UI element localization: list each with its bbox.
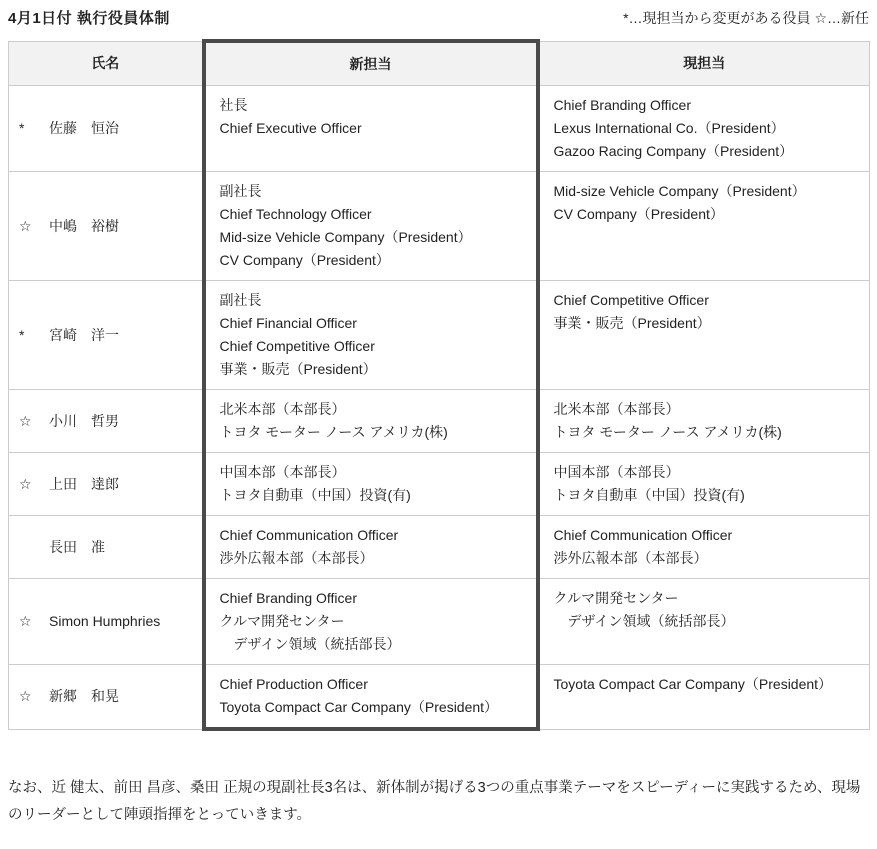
name-cell bbox=[9, 516, 204, 579]
assignment-line: Chief Production Officer bbox=[219, 676, 368, 692]
footnote: なお、近 健太、前田 昌彦、桑田 正規の現副社長3名は、新体制が掲げる3つの重点事業テーマをスピーディーに実践するため、現場のリーダーとして陣頭指揮をとっていきます。 bbox=[8, 780, 861, 823]
officer-name: 長田 准 bbox=[49, 538, 105, 555]
assignment-line: Chief Communication Officer bbox=[219, 527, 399, 543]
table-row bbox=[9, 281, 870, 390]
header-name: 氏名 bbox=[9, 41, 204, 86]
assignment-line: クルマ開発センター bbox=[219, 613, 345, 629]
new-assignment-cell bbox=[204, 579, 538, 665]
assignment-line: デザイン領域（統括部長） bbox=[219, 636, 401, 652]
row-mark: ☆ bbox=[19, 412, 32, 429]
officer-name: 佐藤 恒治 bbox=[49, 120, 119, 136]
officer-name: 宮崎 洋一 bbox=[49, 326, 119, 343]
new-assignment-cell bbox=[204, 453, 538, 516]
assignment-line: クルマ開発センター bbox=[553, 590, 679, 606]
executive-lineup-table bbox=[8, 39, 870, 731]
officer-name: 小川 哲男 bbox=[49, 412, 119, 429]
assignment-line: 副社長 bbox=[219, 292, 262, 308]
table-row bbox=[9, 665, 870, 730]
current-assignment-cell bbox=[538, 281, 870, 390]
table-caption-bar bbox=[8, 7, 869, 28]
assignment-line: Toyota Compact Car Company（President） bbox=[219, 699, 499, 715]
assignment-line: 渉外広報本部（本部長） bbox=[219, 550, 374, 566]
assignment-line: トヨタ自動車（中国）投資(有) bbox=[553, 487, 745, 503]
row-mark: ☆ bbox=[19, 475, 32, 492]
assignment-line: トヨタ自動車（中国）投資(有) bbox=[219, 487, 411, 503]
row-mark: * bbox=[19, 326, 25, 343]
officer-name: Simon Humphries bbox=[49, 613, 161, 629]
assignment-line: デザイン領域（統括部長） bbox=[553, 613, 735, 629]
table-row bbox=[9, 390, 870, 453]
row-mark: ☆ bbox=[19, 688, 32, 705]
assignment-line: Chief Technology Officer bbox=[219, 206, 372, 222]
assignment-line: 事業・販売（President） bbox=[553, 315, 711, 331]
assignment-line: 副社長 bbox=[219, 183, 262, 199]
new-assignment-cell bbox=[204, 86, 538, 172]
new-assignment-cell bbox=[204, 172, 538, 281]
table-row bbox=[9, 453, 870, 516]
assignment-line: CV Company（President） bbox=[219, 252, 390, 268]
name-cell bbox=[9, 172, 204, 281]
assignment-line: Chief Communication Officer bbox=[553, 527, 733, 543]
assignment-line: Mid-size Vehicle Company（President） bbox=[219, 229, 472, 245]
row-mark: ☆ bbox=[19, 613, 32, 629]
officer-name: 新郷 和晃 bbox=[49, 688, 119, 705]
new-assignment-cell bbox=[204, 516, 538, 579]
row-mark: ☆ bbox=[19, 217, 32, 234]
current-assignment-cell bbox=[538, 579, 870, 665]
assignment-line: 渉外広報本部（本部長） bbox=[553, 550, 708, 566]
current-assignment-cell bbox=[538, 665, 870, 730]
assignment-line: 北米本部（本部長） bbox=[219, 401, 346, 417]
assignment-line: Chief Competitive Officer bbox=[219, 338, 375, 354]
assignment-line: 社長 bbox=[219, 97, 248, 113]
name-cell bbox=[9, 665, 204, 730]
current-assignment-cell bbox=[538, 516, 870, 579]
assignment-line: 中国本部（本部長） bbox=[219, 464, 346, 480]
table-row bbox=[9, 516, 870, 579]
marks-legend: *…現担当から変更がある役員 ☆…新任 bbox=[623, 10, 869, 26]
assignment-line: Toyota Compact Car Company（President） bbox=[553, 676, 833, 692]
current-assignment-cell bbox=[538, 86, 870, 172]
new-assignment-cell bbox=[204, 390, 538, 453]
assignment-line: Chief Executive Officer bbox=[219, 120, 362, 136]
table-body bbox=[9, 86, 870, 730]
row-mark: * bbox=[19, 120, 25, 136]
name-cell bbox=[9, 281, 204, 390]
table-row bbox=[9, 579, 870, 665]
page-title: 4月1日付 執行役員体制 bbox=[8, 10, 170, 27]
assignment-line: Chief Branding Officer bbox=[553, 97, 691, 113]
header-row bbox=[9, 41, 870, 86]
table-row bbox=[9, 172, 870, 281]
assignment-line: CV Company（President） bbox=[553, 206, 724, 222]
name-cell bbox=[9, 453, 204, 516]
current-assignment-cell bbox=[538, 172, 870, 281]
assignment-line: Mid-size Vehicle Company（President） bbox=[553, 183, 806, 199]
assignment-line: トヨタ モーター ノース アメリカ(株) bbox=[553, 424, 782, 440]
header-new-assignment: 新担当 bbox=[204, 41, 538, 86]
name-cell bbox=[9, 579, 204, 665]
name-cell bbox=[9, 390, 204, 453]
header-current-assignment: 現担当 bbox=[538, 41, 870, 86]
officer-name: 中嶋 裕樹 bbox=[49, 217, 119, 234]
assignment-line: 北米本部（本部長） bbox=[553, 401, 680, 417]
assignment-line: Chief Branding Officer bbox=[219, 590, 357, 606]
assignment-line: Gazoo Racing Company（President） bbox=[553, 143, 794, 159]
assignment-line: 中国本部（本部長） bbox=[553, 464, 680, 480]
current-assignment-cell bbox=[538, 390, 870, 453]
assignment-line: Chief Financial Officer bbox=[219, 315, 357, 331]
current-assignment-cell bbox=[538, 453, 870, 516]
assignment-line: Chief Competitive Officer bbox=[553, 292, 709, 308]
table-row bbox=[9, 86, 870, 172]
table-header bbox=[9, 41, 870, 86]
new-assignment-cell bbox=[204, 281, 538, 390]
name-cell bbox=[9, 86, 204, 172]
assignment-line: トヨタ モーター ノース アメリカ(株) bbox=[219, 424, 448, 440]
new-assignment-cell bbox=[204, 665, 538, 730]
assignment-line: 事業・販売（President） bbox=[219, 361, 377, 377]
officer-name: 上田 達郎 bbox=[49, 475, 119, 492]
assignment-line: Lexus International Co.（President） bbox=[553, 120, 785, 136]
